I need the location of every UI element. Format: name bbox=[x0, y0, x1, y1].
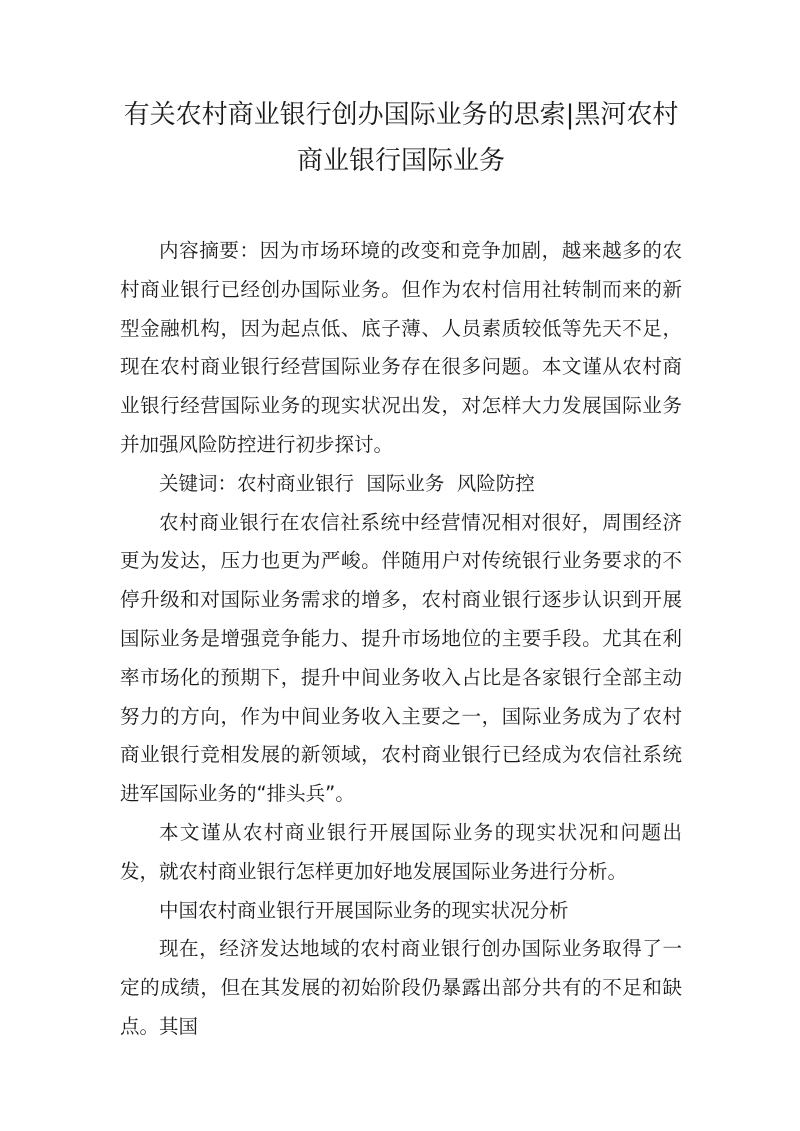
body-paragraph: 农村商业银行在农信社系统中经营情况相对很好，周围经济更为发达，压力也更为严峻。伴随用户对传统银行业务要求的不停升级和对国际业务需求的增多，农村商业银行逐步认识到开展国际业务是增强竞争能力、提升市场地位的主要手段。尤其在利率市场化的预期下，提升中间业务收入占比是各家银行全部主动努力的方向，作为中间业务收入主要之一，国际业务成为了农村商业银行竞相发展的新领域，农村商业银行已经成为农信社系统进军国际业务的“排头兵”。 bbox=[120, 510, 682, 806]
keywords-paragraph: 关键词：农村商业银行 国际业务 风险防控 bbox=[159, 471, 535, 495]
document-body bbox=[120, 232, 682, 1047]
document-title: 有关农村商业银行创办国际业务的思索|黑河农村商业银行国际业务 bbox=[123, 100, 679, 176]
section-heading: 中国农村商业银行开展国际业务的现实状况分析 bbox=[159, 898, 569, 922]
body-paragraph: 本文谨从农村商业银行开展国际业务的现实状况和问题出发，就农村商业银行怎样更加好地发展国际业务进行分析。 bbox=[120, 820, 682, 883]
body-paragraph: 现在，经济发达地域的农村商业银行创办国际业务取得了一定的成绩，但在其发展的初始阶段仍暴露出部分共有的不足和缺点。其国 bbox=[120, 937, 682, 1038]
abstract-paragraph: 内容摘要：因为市场环境的改变和竞争加剧，越来越多的农村商业银行已经创办国际业务。但作为农村信用社转制而来的新型金融机构，因为起点低、底子薄、人员素质较低等先天不足，现在农村商业银行经营国际业务存在很多问题。本文谨从农村商业银行经营国际业务的现实状况出发，对怎样大力发展国际业务并加强风险防控进行初步探讨。 bbox=[120, 239, 682, 456]
